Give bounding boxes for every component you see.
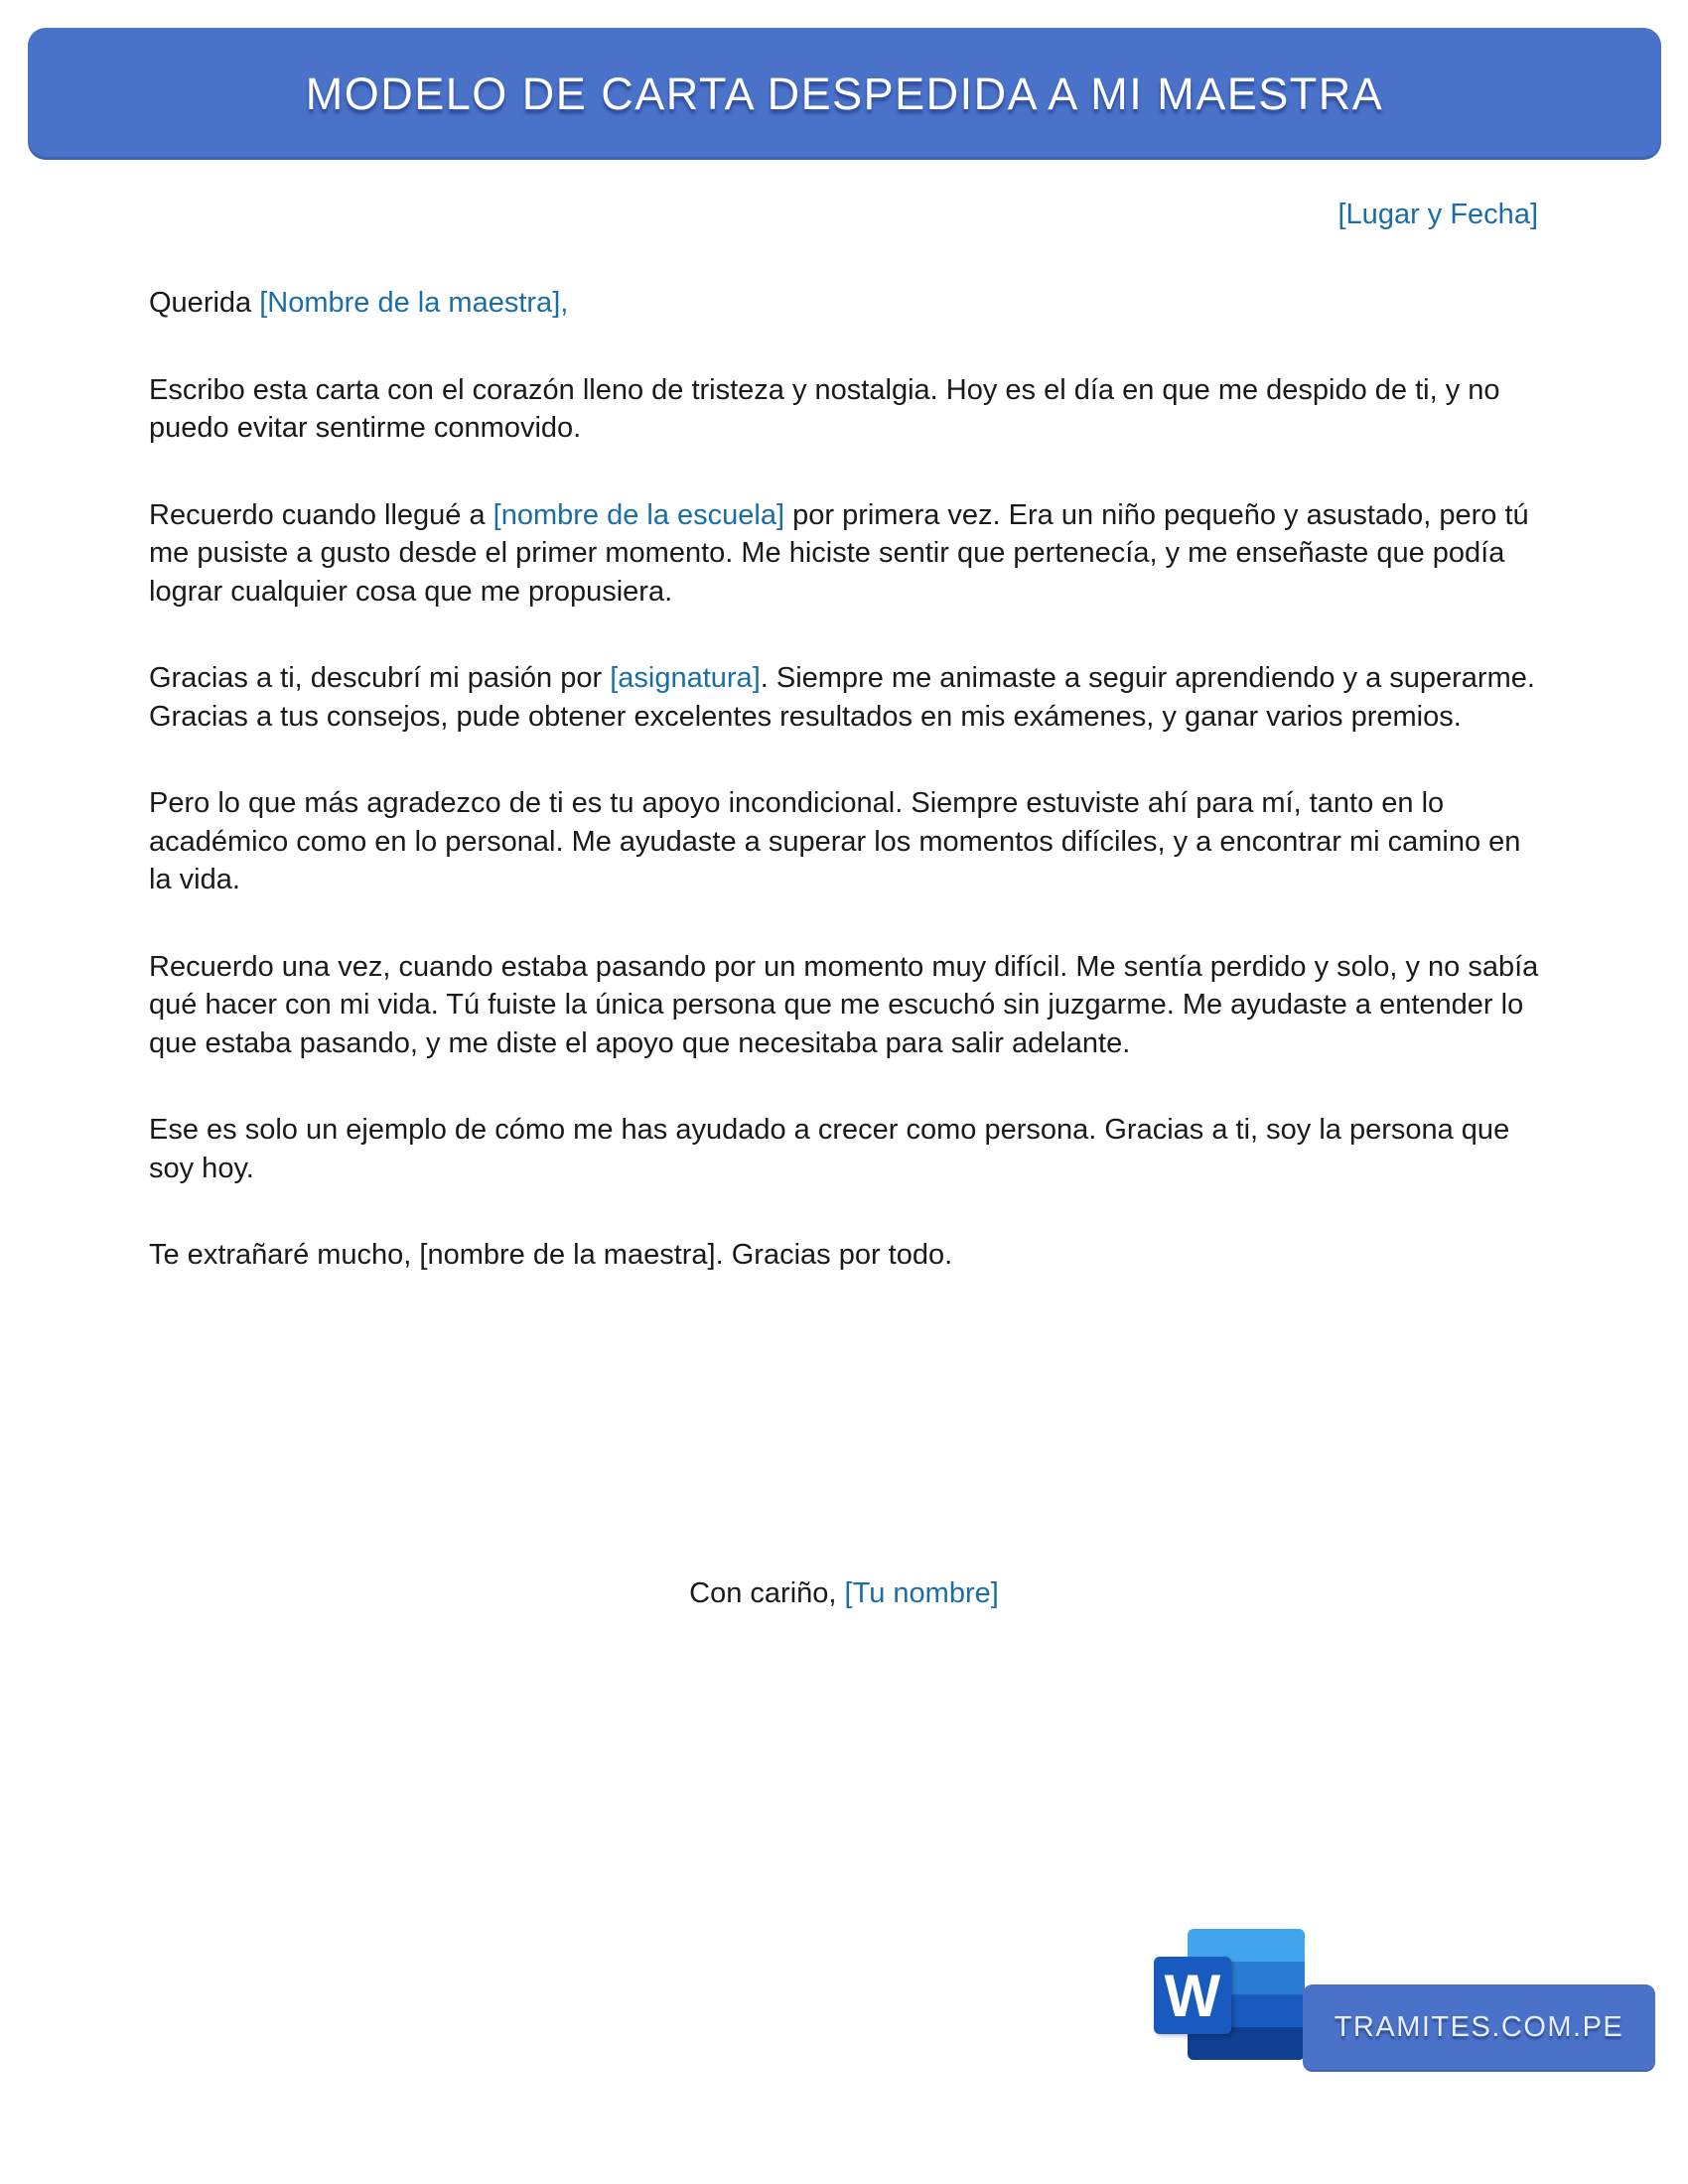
paragraph-4: Pero lo que más agradezco de ti es tu apoyo incondicional. Siempre estuviste ahí para mí, tanto en lo académico como en lo personal. Me ayudaste a superar los momentos difíciles, y a encontrar mi camino en la vida. <box>149 787 1521 895</box>
tramites-site-label: TRAMITES.COM.PE <box>1334 2010 1624 2043</box>
paragraph-5: Recuerdo una vez, cuando estaba pasando por un momento muy difícil. Me sentía perdido y solo, y no sabía qué hacer con mi vida. Tú fuiste la única persona que me escuchó sin juzgarme. Me ayudaste a entender lo que estaba pasando, y me diste el apoyo que necesitaba para salir adelante. <box>149 950 1539 1059</box>
greeting <box>149 284 1549 323</box>
paragraph-3-text-before: Gracias a ti, descubrí mi pasión por <box>149 662 611 694</box>
greeting-prefix: Querida <box>149 287 260 319</box>
closing-signature <box>0 1577 1688 1610</box>
paragraph-2-text-after: por primera vez. Era un niño pequeño y asustado, pero tú me pusiste a gusto desde el primer momento. Me hiciste sentir que pertenecía, y me enseñaste que podía lograr cualquier cosa que me propusiera. <box>149 498 1529 608</box>
paragraph-3-text-after: . Siempre me animaste a seguir aprendiendo y a superarme. Gracias a tus consejos, pude obtener excelentes resultados en mis exámenes, y ganar varios premios. <box>149 662 1535 733</box>
school-name-placeholder: [nombre de la escuela] <box>492 498 785 531</box>
paragraph-1: Escribo esta carta con el corazón lleno de tristeza y nostalgia. Hoy es el día en que me despido de ti, y no puedo evitar sentirme conmovido. <box>149 373 1500 444</box>
page-title: MODELO DE CARTA DESPEDIDA A MI MAESTRA <box>305 68 1384 119</box>
paragraph-7: Te extrañaré mucho, [nombre de la maestra]. Gracias por todo. <box>149 1239 953 1271</box>
teacher-name-placeholder: [Nombre de la maestra] <box>259 287 561 319</box>
tramites-site-button[interactable] <box>1303 1984 1655 2070</box>
paragraph-6: Ese es solo un ejemplo de cómo me has ayudado a crecer como persona. Gracias a ti, soy la persona que soy hoy. <box>149 1114 1510 1184</box>
greeting-suffix: , <box>560 287 569 319</box>
letter-body <box>149 284 1549 1275</box>
word-logo-letter: W <box>1154 1957 1231 2034</box>
subject-placeholder: [asignatura] <box>610 662 761 694</box>
paragraph-3 <box>149 659 1549 736</box>
closing-prefix: Con cariño, <box>689 1577 845 1609</box>
your-name-placeholder: [Tu nombre] <box>844 1577 999 1609</box>
title-banner <box>28 28 1661 157</box>
place-date-placeholder: [Lugar y Fecha] <box>1337 199 1538 230</box>
paragraph-2 <box>149 496 1549 612</box>
word-logo-icon <box>1154 1929 1305 2060</box>
paragraph-2-text-before: Recuerdo cuando llegué a <box>149 498 493 531</box>
